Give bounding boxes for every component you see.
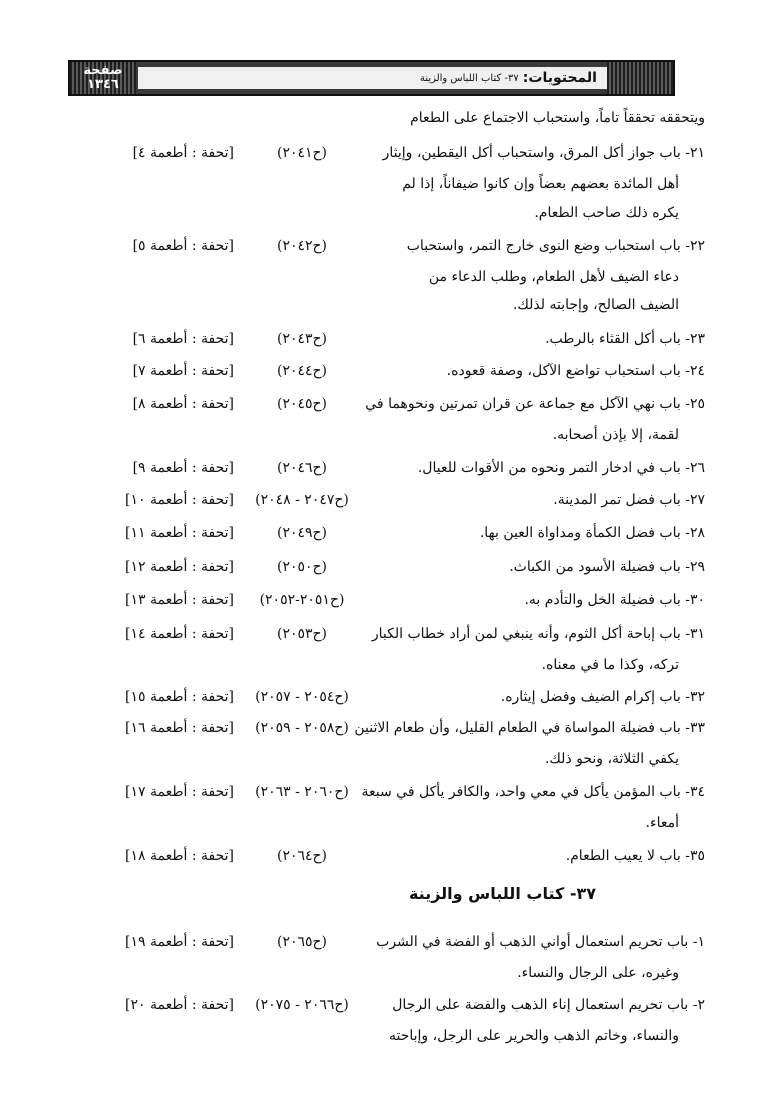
entry-25-range: (ح٢٠٤٥) [276,396,328,412]
entry-33-range: (ح٢٠٥٨ - ٢٠٥٩) [255,720,349,736]
entry-28-line-1: ٢٨- باب فضل الكمأة ومداواة العين بها. [479,525,705,541]
entry-30-ref: [تحفة : أطعمة ١٣] [125,592,234,608]
entry-23-range: (ح٢٠٤٣) [276,331,328,347]
entry-29-range: (ح٢٠٥٠) [276,559,328,575]
section-entry-2-ref: [تحفة : أطعمة ٢٠] [125,997,234,1013]
entry-30-line-1: ٣٠- باب فضيلة الخل والتأدم به. [524,592,705,608]
entry-29-line-1: ٢٩- باب فضيلة الأسود من الكباث. [509,559,705,575]
entry-22-line-1: ٢٢- باب استحباب وضع النوى خارج التمر، واستحباب [406,238,705,254]
entry-32-line-1: ٣٢- باب إكرام الضيف وفضل إيثاره. [500,689,705,705]
entry-33-line-2: يكفي الثلاثة، ونحو ذلك. [544,751,679,767]
entry-35-line-1: ٣٥- باب لا يعيب الطعام. [565,848,705,864]
entry-31-line-1: ٣١- باب إباحة أكل الثوم، وأنه ينبغي لمن أراد خطاب الكبار [371,626,705,642]
header-title-panel [138,67,607,89]
section-entry-2-line-1: ٢- باب تحريم استعمال إناء الذهب والفضة على الرجال [392,997,705,1013]
section-entry-2-line-2: والنساء، وخاتم الذهب والحرير على الرجل، وإباحته [388,1028,679,1044]
entry-27-line-1: ٢٧- باب فضل تمر المدينة. [553,492,705,508]
entry-21-line-2: أهل المائدة بعضهم بعضاً وإن كانوا ضيفاناً، إذا لم [402,176,679,192]
entry-32-range: (ح٢٠٥٤ - ٢٠٥٧) [255,689,349,705]
entry-25-line-2: لقمة، إلا بإذن أصحابه. [552,427,679,443]
entry-32-ref: [تحفة : أطعمة ١٥] [125,689,234,705]
section-heading: ٣٧- كتاب اللباس والزينة [408,884,597,903]
entry-28-ref: [تحفة : أطعمة ١١] [125,525,234,541]
entry-25-ref: [تحفة : أطعمة ٨] [132,396,234,412]
entry-24-ref: [تحفة : أطعمة ٧] [132,363,234,379]
entry-21-range: (ح٢٠٤١) [276,145,328,161]
entry-34-ref: [تحفة : أطعمة ١٧] [125,784,234,800]
intro-line: ويتحققه تحققاً تاماً، واستحباب الاجتماع على الطعام [410,110,705,126]
entry-33-ref: [تحفة : أطعمة ١٦] [125,720,234,736]
entry-21-line-1: ٢١- باب جواز أكل المرق، واستحباب أكل اليقطين، وإيثار [382,145,705,161]
section-entry-1-range: (ح٢٠٦٥) [276,934,328,950]
entry-21-ref: [تحفة : أطعمة ٤] [132,145,234,161]
entry-22-line-2: دعاء الضيف لأهل الطعام، وطلب الدعاء من [428,269,679,285]
page-header [68,60,675,96]
header-title: المحتويات: [522,70,597,86]
entry-27-ref: [تحفة : أطعمة ١٠] [125,492,234,508]
page-number-box [70,62,136,94]
entry-34-line-2: أمعاء. [645,815,679,831]
entry-23-ref: [تحفة : أطعمة ٦] [132,331,234,347]
entry-26-range: (ح٢٠٤٦) [276,460,328,476]
entry-33-line-1: ٣٣- باب فضيلة المواساة في الطعام القليل، وأن طعام الاثنين [354,720,705,736]
section-entry-2-range: (ح٢٠٦٦ - ٢٠٧٥) [255,997,349,1013]
header-subtitle: ٣٧- كتاب اللباس والزينة [419,72,519,84]
entry-30-range: (ح٢٠٥١-٢٠٥٢) [259,592,345,608]
section-entry-1-line-2: وغيره، على الرجال والنساء. [517,965,679,981]
entry-28-range: (ح٢٠٤٩) [276,525,328,541]
entry-27-range: (ح٢٠٤٧ - ٢٠٤٨) [255,492,349,508]
section-entry-1-ref: [تحفة : أطعمة ١٩] [125,934,234,950]
entry-31-ref: [تحفة : أطعمة ١٤] [125,626,234,642]
entry-23-line-1: ٢٣- باب أكل القثاء بالرطب. [545,331,705,347]
entry-35-ref: [تحفة : أطعمة ١٨] [125,848,234,864]
entry-25-line-1: ٢٥- باب نهي الآكل مع جماعة عن قران تمرتين ونحوهما في [365,396,705,412]
page-number: ١٣٤٦ [87,77,119,92]
entry-24-range: (ح٢٠٤٤) [276,363,328,379]
entry-26-ref: [تحفة : أطعمة ٩] [132,460,234,476]
entry-29-ref: [تحفة : أطعمة ١٢] [125,559,234,575]
entry-22-line-3: الضيف الصالح، وإجابته لذلك. [512,297,679,313]
entry-22-ref: [تحفة : أطعمة ٥] [132,238,234,254]
entry-24-line-1: ٢٤- باب استحباب تواضع الآكل، وصفة قعوده. [446,363,705,379]
section-entry-1-line-1: ١- باب تحريم استعمال أواني الذهب أو الفضة في الشرب [376,934,705,950]
entry-34-line-1: ٣٤- باب المؤمن يأكل في معي واحد، والكافر يأكل في سبعة [361,784,705,800]
entry-31-range: (ح٢٠٥٣) [276,626,328,642]
entry-34-range: (ح٢٠٦٠ - ٢٠٦٣) [255,784,349,800]
entry-35-range: (ح٢٠٦٤) [276,848,328,864]
entry-22-range: (ح٢٠٤٢) [276,238,328,254]
header-right-ornament [607,62,673,94]
entry-31-line-2: تركه، وكذا ما في معناه. [541,657,679,673]
page-word: صفحة [83,63,123,78]
entry-21-line-3: يكره ذلك صاحب الطعام. [534,205,679,221]
entry-26-line-1: ٢٦- باب في ادخار التمر ونحوه من الأقوات للعيال. [417,460,705,476]
